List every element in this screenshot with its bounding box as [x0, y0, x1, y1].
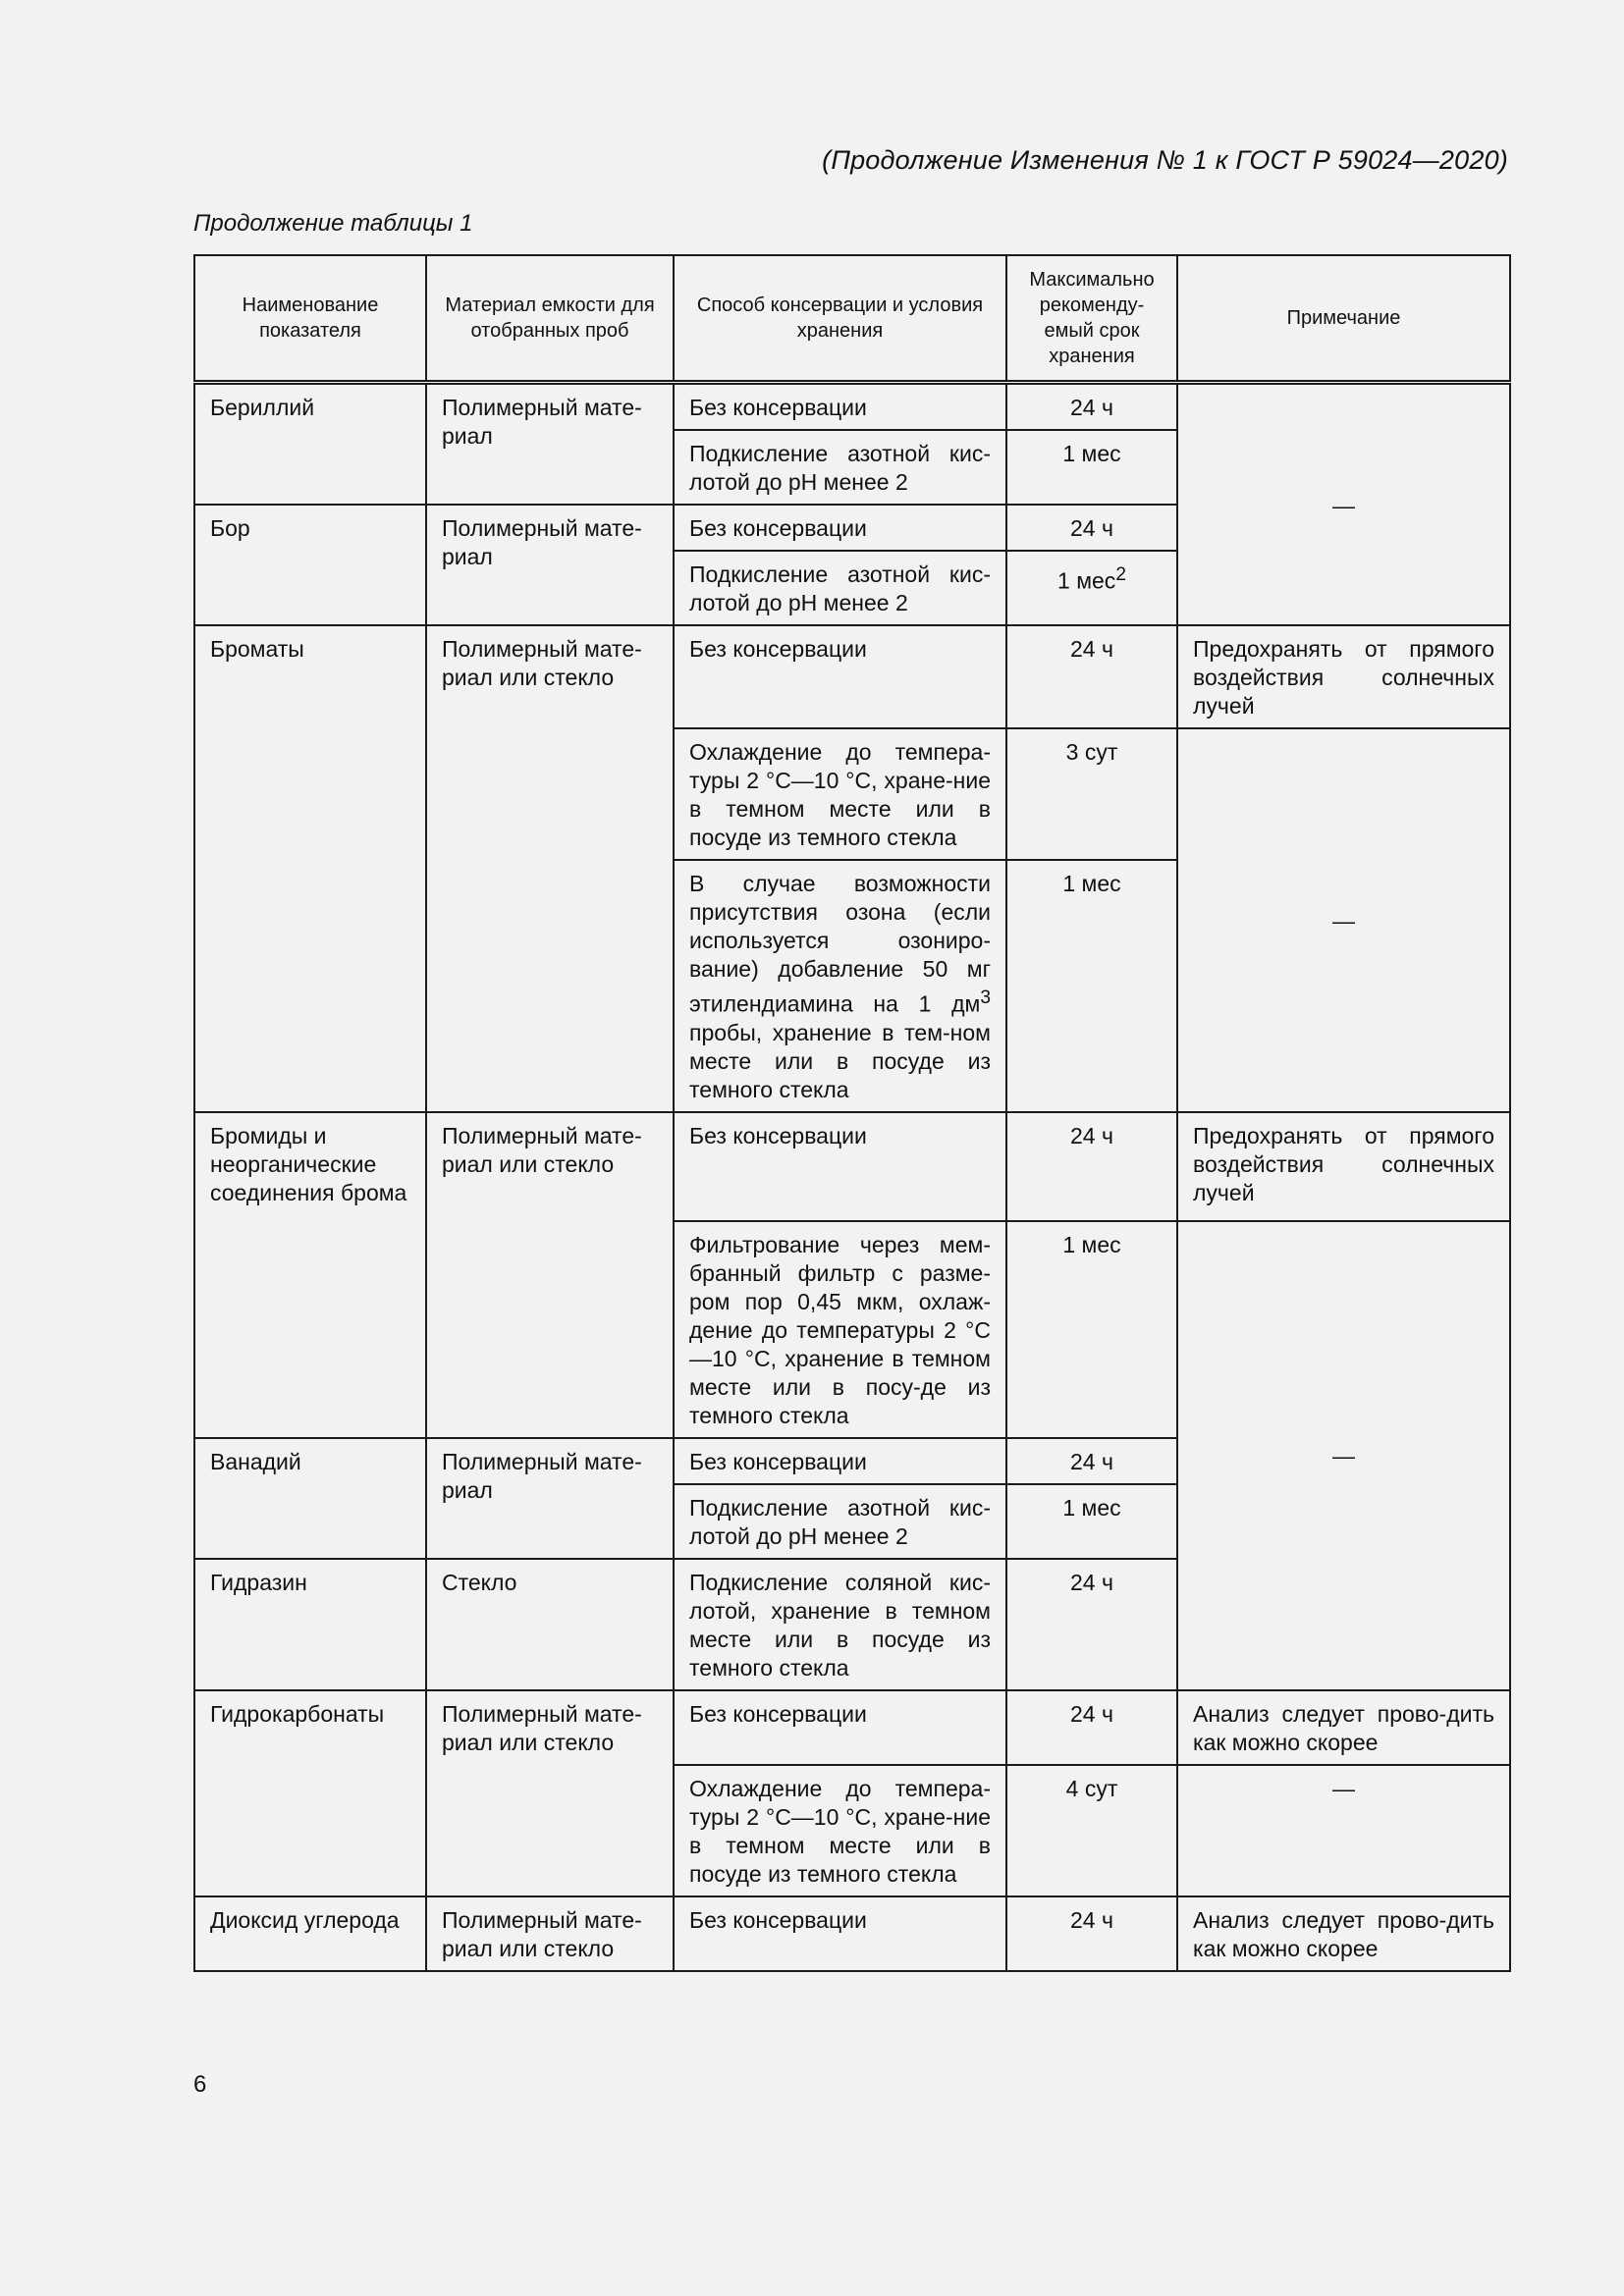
cell-name: Гидрокарбонаты	[194, 1690, 426, 1896]
cell-method	[674, 860, 1006, 1112]
cell-note-dash: —	[1177, 383, 1510, 626]
cell-term: 1 мес	[1006, 1221, 1177, 1438]
cell-name: Броматы	[194, 625, 426, 1112]
cell-note: Предохранять от прямого воздействия солнечных лучей	[1177, 625, 1510, 728]
cell-method: Без консервации	[674, 383, 1006, 431]
cell-term: 24 ч	[1006, 1559, 1177, 1690]
cell-note-dash: —	[1177, 728, 1510, 1112]
header-note: Примечание	[1177, 255, 1510, 383]
cell-term: 24 ч	[1006, 1112, 1177, 1221]
document-header: (Продолжение Изменения № 1 к ГОСТ Р 59024—2020)	[822, 145, 1508, 175]
header-container-material: Материал емкости для отобранных проб	[426, 255, 674, 383]
cell-method: Охлаждение до темпера-туры 2 °С—10 °С, хране-ние в темном месте или в посуде из темного стекла	[674, 1765, 1006, 1896]
cell-name: Диоксид углерода	[194, 1896, 426, 1971]
storage-table	[193, 254, 1511, 1972]
method-text: В случае возможности присутствия озона (если используется озониро-вание) добавление 50 мг этилендиамина на 1 дм	[689, 871, 991, 1017]
table-row	[194, 1690, 1510, 1765]
cell-term: 24 ч	[1006, 505, 1177, 551]
cell-term: 24 ч	[1006, 1896, 1177, 1971]
cell-method: Без консервации	[674, 625, 1006, 728]
cell-material: Полимерный мате-риал или стекло	[426, 1896, 674, 1971]
table-caption: Продолжение таблицы 1	[193, 210, 473, 237]
cell-note: Предохранять от прямого воздействия солнечных лучей	[1177, 1112, 1510, 1221]
header-preservation-method: Способ консервации и условия хранения	[674, 255, 1006, 383]
cell-term: 24 ч	[1006, 1690, 1177, 1765]
cell-method: Фильтрование через мем-бранный фильтр с разме-ром пор 0,45 мкм, охлаж-дение до температуры 2 °С—10 °С, хранение в темном месте или в посу-де из темного стекла	[674, 1221, 1006, 1438]
cell-name: Гидразин	[194, 1559, 426, 1690]
cell-term: 1 мес	[1006, 430, 1177, 505]
cell-material: Полимерный мате-риал	[426, 505, 674, 625]
table-row	[194, 383, 1510, 431]
cell-material: Полимерный мате-риал или стекло	[426, 1112, 674, 1438]
cell-name: Ванадий	[194, 1438, 426, 1559]
cell-term: 24 ч	[1006, 383, 1177, 431]
cell-method: Без консервации	[674, 1896, 1006, 1971]
page-number: 6	[193, 2071, 207, 2098]
cell-term: 1 мес	[1006, 860, 1177, 1112]
cell-material: Стекло	[426, 1559, 674, 1690]
cell-term: 1 мес	[1006, 1484, 1177, 1559]
cell-name: Бериллий	[194, 383, 426, 506]
cell-method: Без консервации	[674, 1112, 1006, 1221]
cell-note: Анализ следует прово-дить как можно скорее	[1177, 1896, 1510, 1971]
cell-material: Полимерный мате-риал	[426, 1438, 674, 1559]
cell-method: Подкисление азотной кис-лотой до pH менее 2	[674, 430, 1006, 505]
cell-method: Подкисление азотной кис-лотой до pH менее 2	[674, 1484, 1006, 1559]
cell-term: 4 сут	[1006, 1765, 1177, 1896]
cell-material: Полимерный мате-риал	[426, 383, 674, 506]
table-header-row	[194, 255, 1510, 383]
cell-method: Без консервации	[674, 505, 1006, 551]
cell-note-dash: —	[1177, 1765, 1510, 1896]
superscript: 3	[980, 988, 991, 1008]
header-indicator-name: Наименование показателя	[194, 255, 426, 383]
footnote-marker: 2	[1115, 564, 1126, 585]
cell-note-dash: —	[1177, 1221, 1510, 1690]
cell-name: Бор	[194, 505, 426, 625]
table-row	[194, 1112, 1510, 1221]
cell-method: Подкисление соляной кис-лотой, хранение в темном месте или в посуде из темного стекла	[674, 1559, 1006, 1690]
cell-material: Полимерный мате-риал или стекло	[426, 625, 674, 1112]
method-text-continued: пробы, хранение в тем-ном месте или в посуде из темного стекла	[689, 1019, 991, 1102]
cell-term	[1006, 551, 1177, 625]
table-row	[194, 1896, 1510, 1971]
cell-term: 3 сут	[1006, 728, 1177, 860]
cell-term: 24 ч	[1006, 625, 1177, 728]
cell-term: 24 ч	[1006, 1438, 1177, 1484]
term-value: 1 мес	[1057, 567, 1116, 594]
cell-method: Без консервации	[674, 1438, 1006, 1484]
cell-name: Бромиды и неорганические соединения брома	[194, 1112, 426, 1438]
cell-method: Подкисление азотной кис-лотой до pH менее 2	[674, 551, 1006, 625]
cell-method: Без консервации	[674, 1690, 1006, 1765]
cell-method: Охлаждение до темпера-туры 2 °С—10 °С, хране-ние в темном месте или в посуде из темного стекла	[674, 728, 1006, 860]
cell-note: Анализ следует прово-дить как можно скорее	[1177, 1690, 1510, 1765]
header-max-storage-time: Максимально рекоменду-емый срок хранения	[1006, 255, 1177, 383]
table-row	[194, 625, 1510, 728]
cell-material: Полимерный мате-риал или стекло	[426, 1690, 674, 1896]
